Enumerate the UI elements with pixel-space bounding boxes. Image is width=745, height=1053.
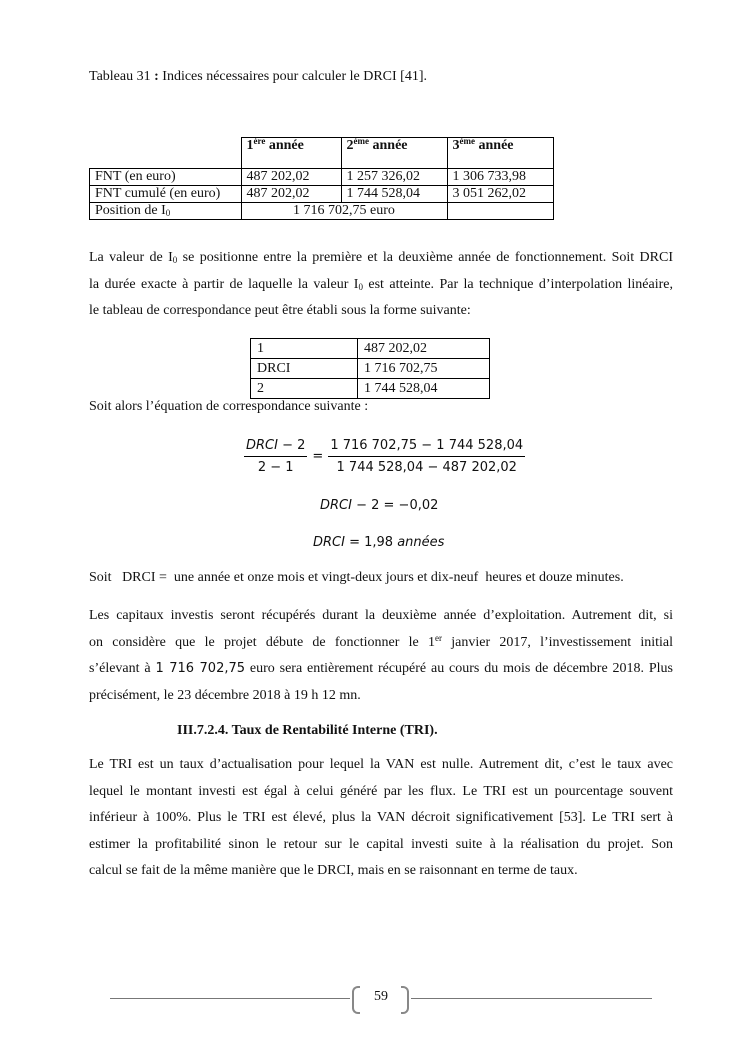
- left-brace-icon: [352, 986, 360, 1014]
- table-caption: [89, 69, 427, 85]
- right-brace-icon: [401, 986, 409, 1014]
- table-row-position: [90, 203, 554, 220]
- text-line: lequel le montant investi est égal à celui généré par les flux. Le TRI est un pourcentage souvent: [89, 783, 673, 799]
- table-row: [90, 169, 554, 186]
- drci-indices-table: [89, 137, 554, 220]
- position-value: 1 716 702,75 euro: [241, 203, 447, 220]
- cell-value: 1 257 326,02: [341, 169, 447, 186]
- cell-value: 487 202,02: [241, 169, 341, 186]
- table-row: [90, 186, 554, 203]
- drci-duration-text: Soit DRCI = une année et onze mois et vingt-deux jours et dix-neuf heures et douze minutes.: [89, 570, 624, 585]
- lhs-numerator: DRCI − 2: [244, 438, 307, 457]
- footer-rule-right: [411, 998, 652, 999]
- equation-intro: Soit alors l’équation de correspondance suivante :: [89, 399, 369, 414]
- caption-colon: :: [154, 69, 159, 84]
- cell-value: 1 716 702,75: [358, 359, 490, 379]
- rhs-numerator: 1 716 702,75 − 1 744 528,04: [328, 438, 525, 457]
- table-row: [251, 379, 490, 399]
- equals-sign: =: [312, 449, 324, 464]
- paragraph-tri: [89, 752, 673, 885]
- cell-value: 1 306 733,98: [447, 169, 553, 186]
- cell-key: DRCI: [251, 359, 358, 379]
- text-line: on considère que le projet débute de fonctionner le 1er janvier 2017, l’investissement initial: [89, 632, 673, 650]
- text-line: le tableau de correspondance peut être établi sous la forme suivante:: [89, 303, 471, 318]
- correspondence-table: [250, 338, 490, 399]
- paragraph-recovery: [89, 603, 673, 709]
- lhs-denominator: 2 − 1: [257, 460, 294, 475]
- text-line: la durée exacte à partir de laquelle la valeur $I_0$ est atteinte. Par la technique d’interpolation linéaire,: [89, 276, 673, 292]
- header-year-3: 3ème année: [447, 138, 553, 169]
- table-header-row: [90, 138, 554, 169]
- footer-rule-left: [110, 998, 350, 999]
- text-line: Les capitaux investis seront récupérés durant la deuxième année d’exploitation. Autrement dit, si: [89, 608, 673, 623]
- text-line: estimer la profitabilité sinon le retour sur le capital investi suite à la réalisation du projet. Son: [89, 836, 673, 852]
- cell-value: 1 744 528,04: [341, 186, 447, 203]
- table-row: [251, 359, 490, 379]
- empty-corner-cell: [90, 138, 242, 169]
- text-line: La valeur de $I_0$ se positionne entre la première et la deuxième année de fonctionnement. Soit DRCI: [89, 250, 673, 265]
- equation-drci-minus-2: DRCI − 2 = −0,02: [320, 498, 439, 513]
- lhs-fraction: [244, 438, 307, 475]
- rhs-denominator: 1 744 528,04 − 487 202,02: [336, 460, 517, 475]
- text-line: inférieur à 100%. Plus le TRI est élevé, plus la VAN décroit significativement [53]. Le TRI sert à: [89, 810, 673, 825]
- header-year-1: $1^{ére}$ année: [241, 138, 341, 169]
- section-heading: III.7.2.4. Taux de Rentabilité Interne (TRI).: [177, 723, 438, 738]
- empty-cell: [447, 203, 553, 220]
- paragraph-interpolation: [89, 245, 673, 325]
- header-year-2: 2ème année: [341, 138, 447, 169]
- rhs-fraction: [328, 438, 525, 475]
- row-label: FNT (en euro): [90, 169, 242, 186]
- equation-interpolation: [244, 438, 525, 475]
- cell-value: 3 051 262,02: [447, 186, 553, 203]
- row-label: Position de $I_0$: [90, 203, 242, 220]
- caption-label: Tableau 31: [89, 69, 151, 84]
- table-row: [251, 339, 490, 359]
- text-line: précisément, le 23 décembre 2018 à 19 h 12 mn.: [89, 687, 361, 703]
- page-number: 59: [374, 989, 388, 1004]
- caption-text: Indices nécessaires pour calculer le DRCI [41].: [162, 69, 428, 84]
- row-label: FNT cumulé (en euro): [90, 186, 242, 203]
- cell-key: 2: [251, 379, 358, 399]
- cell-key: 1: [251, 339, 358, 359]
- text-line: calcul se fait de la même manière que le DRCI, mais en se raisonnant en terme de taux.: [89, 863, 578, 878]
- text-line: Le TRI est un taux d’actualisation pour lequel la VAN est nulle. Autrement dit, c’est le taux avec: [89, 757, 673, 772]
- equation-drci-result: DRCI = 1,98 années: [313, 535, 445, 550]
- cell-value: 487 202,02: [241, 186, 341, 203]
- cell-value: 487 202,02: [358, 339, 490, 359]
- cell-value: 1 744 528,04: [358, 379, 490, 399]
- text-line: s’élevant à 1 716 702,75 euro sera entièrement récupéré au cours du mois de décembre 2018. Plus: [89, 661, 674, 676]
